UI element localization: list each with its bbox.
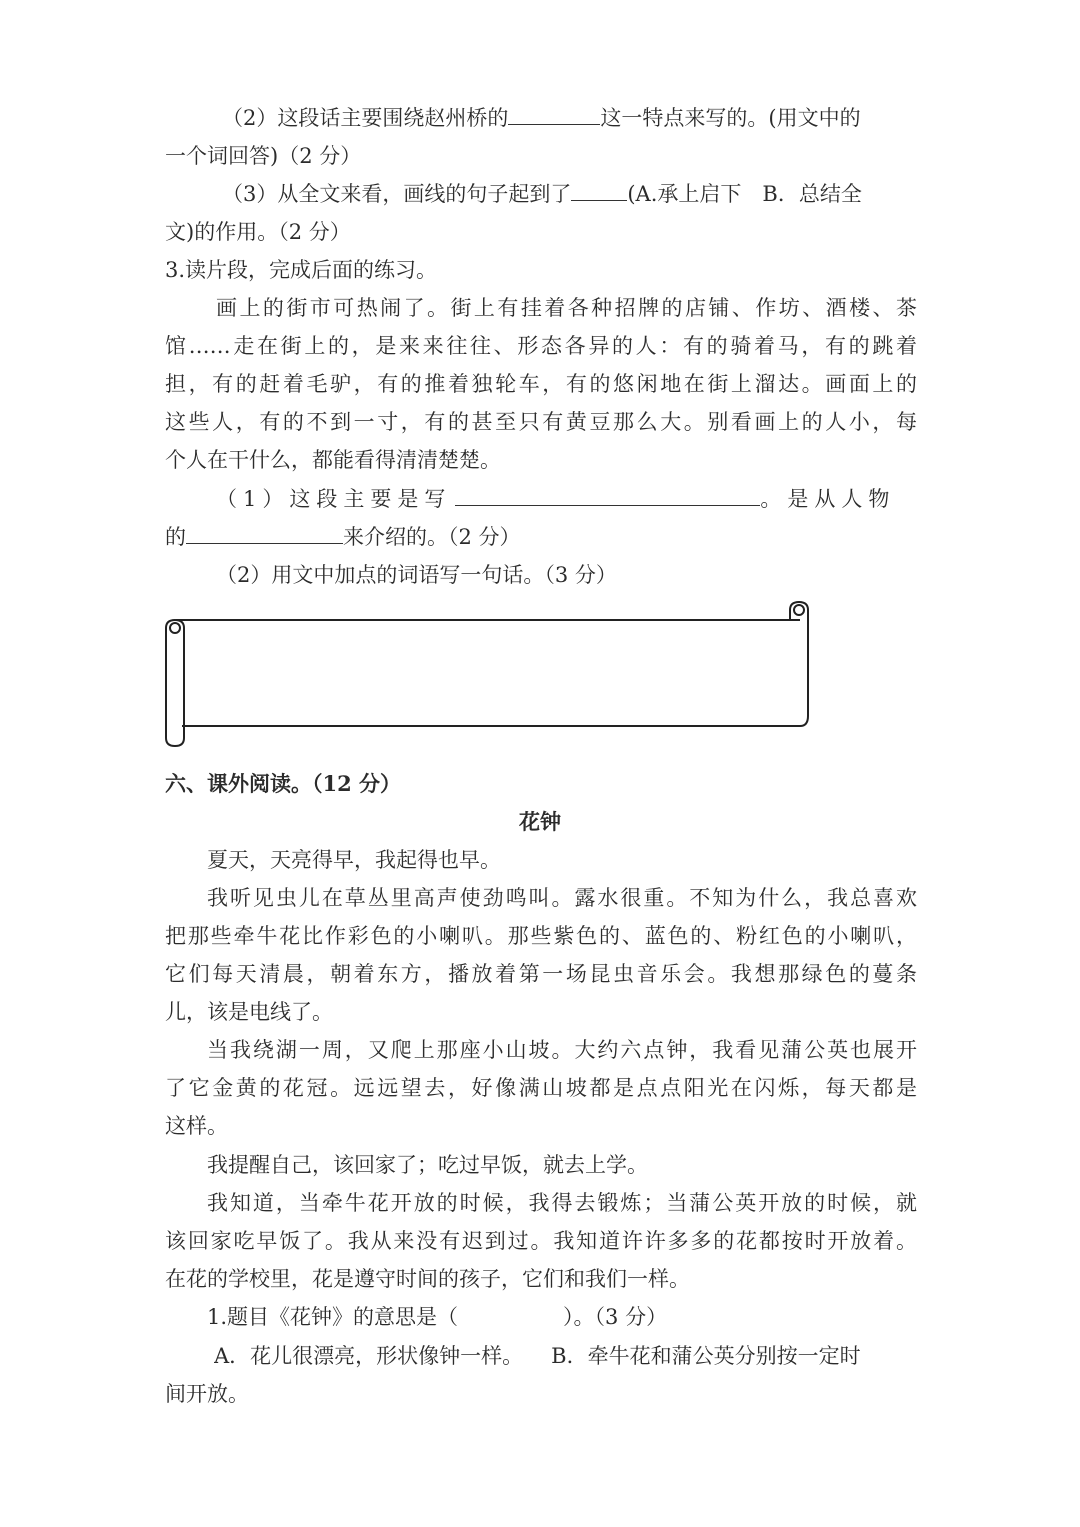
option-b[interactable]: B．牵牛花和蒲公英分别按一定时	[551, 1344, 861, 1368]
q3-line-2: 文)的作用。（2 分）	[165, 220, 351, 244]
scroll-right-roll	[794, 605, 804, 615]
q2-text-b: 这一特点来写的。(用文中的	[600, 106, 861, 130]
section3-para-line: 个人在干什么，都能看得清清楚楚。	[165, 448, 501, 472]
story-line: 夏天，天亮得早，我起得也早。	[207, 848, 501, 872]
section3-para-line: 馆……走在街上的，是来来往往、形态各异的人：有的骑着马，有的跳着	[165, 334, 917, 358]
section3-q1-text-b: 。是从人物	[760, 487, 896, 511]
story-line: 了它金黄的花冠。远远望去，好像满山坡都是点点阳光在闪烁，每天都是	[165, 1076, 917, 1100]
scroll-left-roll	[166, 620, 184, 746]
reading-q1: 1.题目《花钟》的意思是（ ）。（3 分）	[207, 1305, 668, 1329]
story-line: 这样。	[165, 1114, 228, 1138]
story-line: 该回家吃早饭了。我从来没有迟到过。我知道许许多多的花都按时开放着。	[165, 1229, 917, 1253]
story-line: 我提醒自己，该回家了；吃过早饭，就去上学。	[207, 1153, 648, 1177]
scroll-answer-box[interactable]	[160, 598, 816, 750]
story-line: 儿，该是电线了。	[165, 1000, 333, 1024]
scroll-left-curl	[170, 623, 180, 633]
section3-q2: （2）用文中加点的词语写一句话。（3 分）	[216, 563, 617, 587]
story-line: 它们每天清晨，朝着东方，播放着第一场昆虫音乐会。我想那绿色的蔓条	[165, 962, 917, 986]
story-line: 在花的学校里，花是遵守时间的孩子，它们和我们一样。	[165, 1267, 690, 1291]
section3-para-line: 画上的街市可热闹了。街上有挂着各种招牌的店铺、作坊、酒楼、茶	[216, 296, 917, 320]
section3-q1-line-2	[165, 518, 917, 556]
section3-q1-blank-1[interactable]	[455, 481, 760, 506]
q2-answer-blank[interactable]	[508, 100, 600, 125]
section3-para-line: 担，有的赶着毛驴，有的推着独轮车，有的悠闲地在街上溜达。画面上的	[165, 372, 917, 396]
option-b-continued: 间开放。	[165, 1382, 249, 1406]
section6-heading: 六、课外阅读。（12 分）	[165, 771, 402, 796]
section3-q1-blank-2[interactable]	[186, 519, 343, 544]
section3-heading: 3.读片段，完成后面的练习。	[165, 258, 438, 282]
story-line: 我知道，当牵牛花开放的时候，我得去锻炼；当蒲公英开放的时候，就	[207, 1191, 917, 1215]
section3-q1-line-1	[216, 480, 917, 518]
q2-text-a: （2）这段话主要围绕赵州桥的	[222, 106, 509, 130]
story-line: 当我绕湖一周，又爬上那座小山坡。大约六点钟，我看见蒲公英也展开	[207, 1038, 917, 1062]
section3-q1-text-a: （1）这段主要是写	[216, 487, 452, 511]
q3-line-1	[222, 175, 917, 213]
q2-line-1	[222, 99, 917, 137]
section3-q1-text-c: 的	[165, 525, 186, 549]
section3-para-line: 这些人，有的不到一寸，有的甚至只有黄豆那么大。别看画上的人小，每	[165, 410, 917, 434]
reading-q1-options	[214, 1337, 917, 1375]
story-line: 把那些牵牛花比作彩色的小喇叭。那些紫色的、蓝色的、粉红色的小喇叭，	[165, 924, 917, 948]
story-title: 花钟	[519, 809, 561, 834]
option-a[interactable]: A．花儿很漂亮，形状像钟一样。	[214, 1344, 524, 1368]
q3-text-b: (A.承上启下 B．总结全	[627, 182, 862, 206]
q3-text-a: （3）从全文来看，画线的句子起到了	[222, 182, 572, 206]
q2-line-2: 一个词回答)（2 分）	[165, 144, 362, 168]
section3-q1-text-d: 来介绍的。（2 分）	[343, 525, 521, 549]
q3-answer-blank[interactable]	[571, 176, 627, 201]
story-line: 我听见虫儿在草丛里高声使劲鸣叫。露水很重。不知为什么，我总喜欢	[207, 886, 917, 910]
scroll-right-side	[800, 610, 808, 726]
